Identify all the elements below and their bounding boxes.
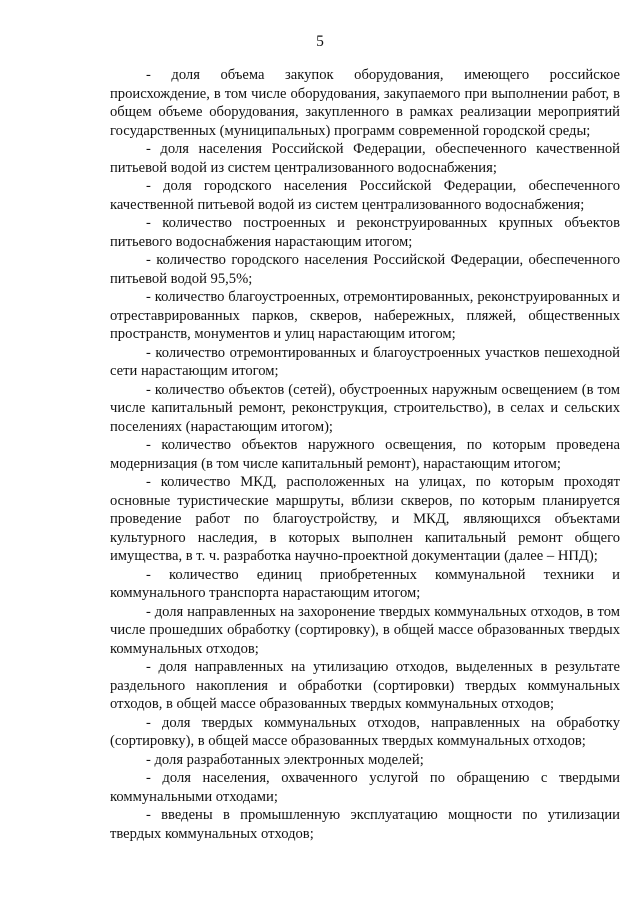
- list-item: - количество единиц приобретенных коммунальной техники и коммунального транспорта нарастающим итогом;: [110, 566, 620, 601]
- list-item: - количество МКД, расположенных на улицах, по которым проходят основные туристические маршруты, вблизи скверов, по которым планируется проведение работ по благоустройству, и МКД, являющихся объектами культурного наследия, в которых выполнен капитальный ремонт общего имущества, в т. ч. разработка научно-проектной документации (далее – НПД);: [110, 474, 620, 564]
- list-item: - количество благоустроенных, отремонтированных, реконструированных и отреставрированных парков, скверов, набережных, пляжей, общественных пространств, монументов и улиц нарастающим итогом;: [110, 289, 620, 342]
- document-body: [110, 66, 620, 843]
- list-item: - доля направленных на утилизацию отходов, выделенных в результате раздельного накопления и обработки (сортировки) твердых коммунальных отходов, в общей массе образованных твердых коммунальных отходов;: [110, 659, 620, 712]
- page-number: 5: [316, 33, 324, 50]
- list-item: - доля направленных на захоронение твердых коммунальных отходов, в том числе прошедших обработку (сортировку), в общей массе образованных твердых коммунальных отходов;: [110, 603, 620, 657]
- list-item: - количество объектов наружного освещения, по которым проведена модернизация (в том числе капитальный ремонт), нарастающим итогом;: [110, 437, 620, 472]
- list-item: - доля населения, охваченного услугой по обращению с твердыми коммунальными отходами;: [110, 770, 620, 805]
- list-item: - доля объема закупок оборудования, имеющего российское происхождение, в том числе оборудования, закупаемого при выполнении работ, в общем объеме оборудования, закупленного в рамках реализации мероприятий государственных (муниципальных) программ современной городской среды;: [110, 67, 620, 139]
- list-item: - количество отремонтированных и благоустроенных участков пешеходной сети нарастающим итогом;: [110, 344, 620, 379]
- list-item: - количество построенных и реконструированных крупных объектов питьевого водоснабжения нарастающим итогом;: [110, 215, 620, 250]
- list-item: - доля городского населения Российской Федерации, обеспеченного качественной питьевой водой из систем централизованного водоснабжения;: [110, 178, 620, 213]
- list-item: - количество объектов (сетей), обустроенных наружным освещением (в том числе капитальный ремонт, реконструкция, строительство), в селах и сельских поселениях (нарастающим итогом);: [110, 381, 620, 435]
- list-item: - доля разработанных электронных моделей;: [146, 751, 424, 768]
- list-item: - количество городского населения Российской Федерации, обеспеченного питьевой водой 95,5%;: [110, 252, 620, 287]
- list-item: - доля населения Российской Федерации, обеспеченного качественной питьевой водой из систем централизованного водоснабжения;: [110, 141, 620, 176]
- list-item: - введены в промышленную эксплуатацию мощности по утилизации твердых коммунальных отходов;: [110, 807, 620, 842]
- list-item: - доля твердых коммунальных отходов, направленных на обработку (сортировку), в общей массе образованных твердых коммунальных отходов;: [110, 714, 620, 749]
